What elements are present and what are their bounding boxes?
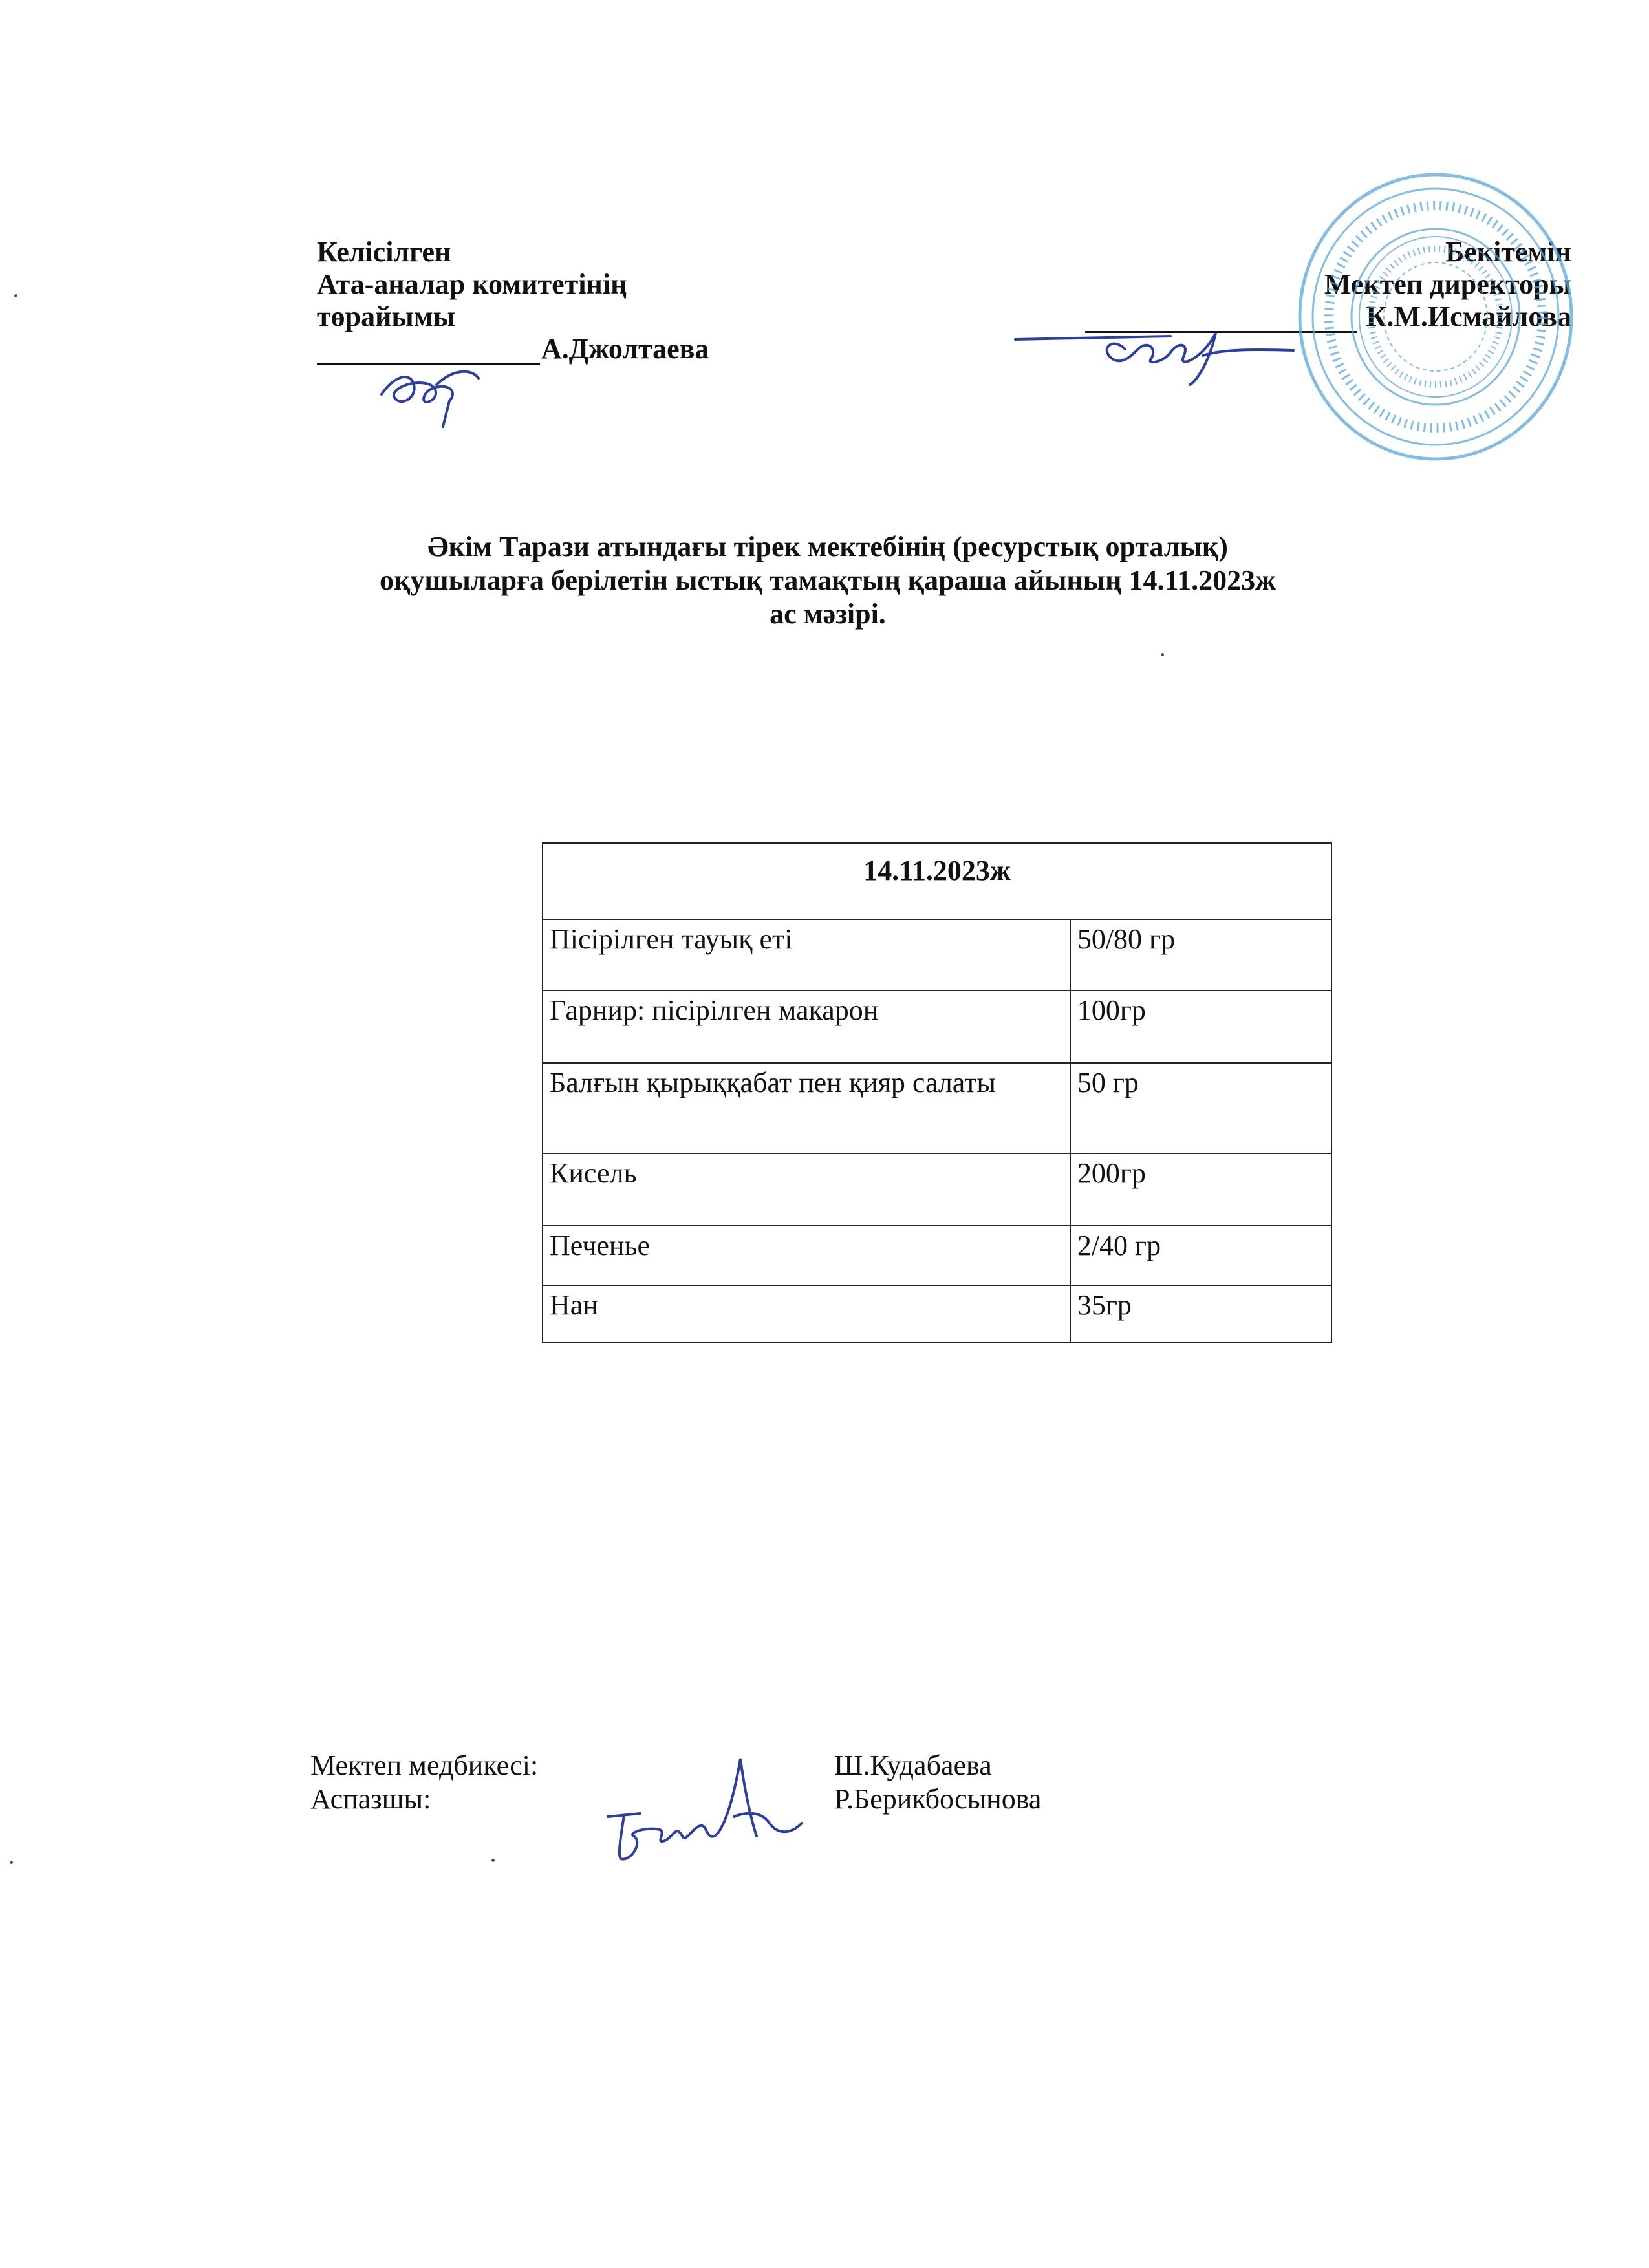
scan-speck (14, 294, 17, 297)
table-row (543, 1285, 1331, 1342)
cook-role: Аспазшы: (310, 1783, 431, 1815)
menu-date-header: 14.11.2023ж (543, 843, 1331, 919)
title-line-3: ас мәзірі. (770, 598, 886, 630)
nurse-role: Мектеп медбикесі: (310, 1749, 539, 1781)
dish-cell: Печенье (543, 1226, 1070, 1285)
table-header-row (543, 843, 1331, 919)
dish-cell: Пісірілген тауық еті (543, 919, 1070, 990)
qty-cell: 35гр (1070, 1285, 1331, 1342)
approve-label: Бекітемін (1445, 236, 1571, 268)
table-row (543, 1153, 1331, 1226)
director-label: Мектеп директоры (1324, 268, 1571, 300)
parent-committee-approval (317, 236, 808, 365)
agreed-label: Келісілген (317, 236, 451, 268)
table-row (543, 1063, 1331, 1153)
table-row (543, 990, 1331, 1063)
dish-cell: Балғын қырыққабат пен қияр салаты (543, 1063, 1070, 1153)
qty-cell: 2/40 гр (1070, 1226, 1331, 1285)
dish-cell: Нан (543, 1285, 1070, 1342)
committee-label: Ата-аналар комитетінің (317, 268, 627, 300)
committee-chair-signature (375, 349, 485, 433)
scan-speck (491, 1859, 495, 1862)
qty-cell: 100гр (1070, 990, 1331, 1063)
chair-label: төрайымы (317, 301, 456, 332)
scan-speck (1161, 653, 1164, 656)
qty-cell: 50 гр (1070, 1063, 1331, 1153)
cook-name: Р.Берикбосынова (834, 1783, 1042, 1815)
menu-table (542, 842, 1332, 1343)
qty-cell: 50/80 гр (1070, 919, 1331, 990)
title-line-1: Әкім Тарази атындағы тірек мектебінің (ресурстық орталық) (427, 531, 1228, 562)
dish-cell: Кисель (543, 1153, 1070, 1226)
scan-speck (10, 1861, 13, 1864)
title-line-2: оқушыларға берілетін ыстық тамақтың қараша айының 14.11.2023ж (380, 564, 1276, 596)
school-stamp (1290, 165, 1581, 469)
committee-chair-name: А.Джолтаева (541, 333, 709, 365)
page-title (272, 530, 1384, 631)
dish-cell: Гарнир: пісірілген макарон (543, 990, 1070, 1063)
qty-cell: 200гр (1070, 1153, 1331, 1226)
table-row (543, 919, 1331, 990)
director-signature (1009, 310, 1300, 394)
nurse-name: Ш.Кудабаева (834, 1749, 992, 1781)
table-row (543, 1226, 1331, 1285)
director-name: К.М.Исмайлова (1366, 301, 1571, 332)
staff-signature (595, 1746, 828, 1875)
